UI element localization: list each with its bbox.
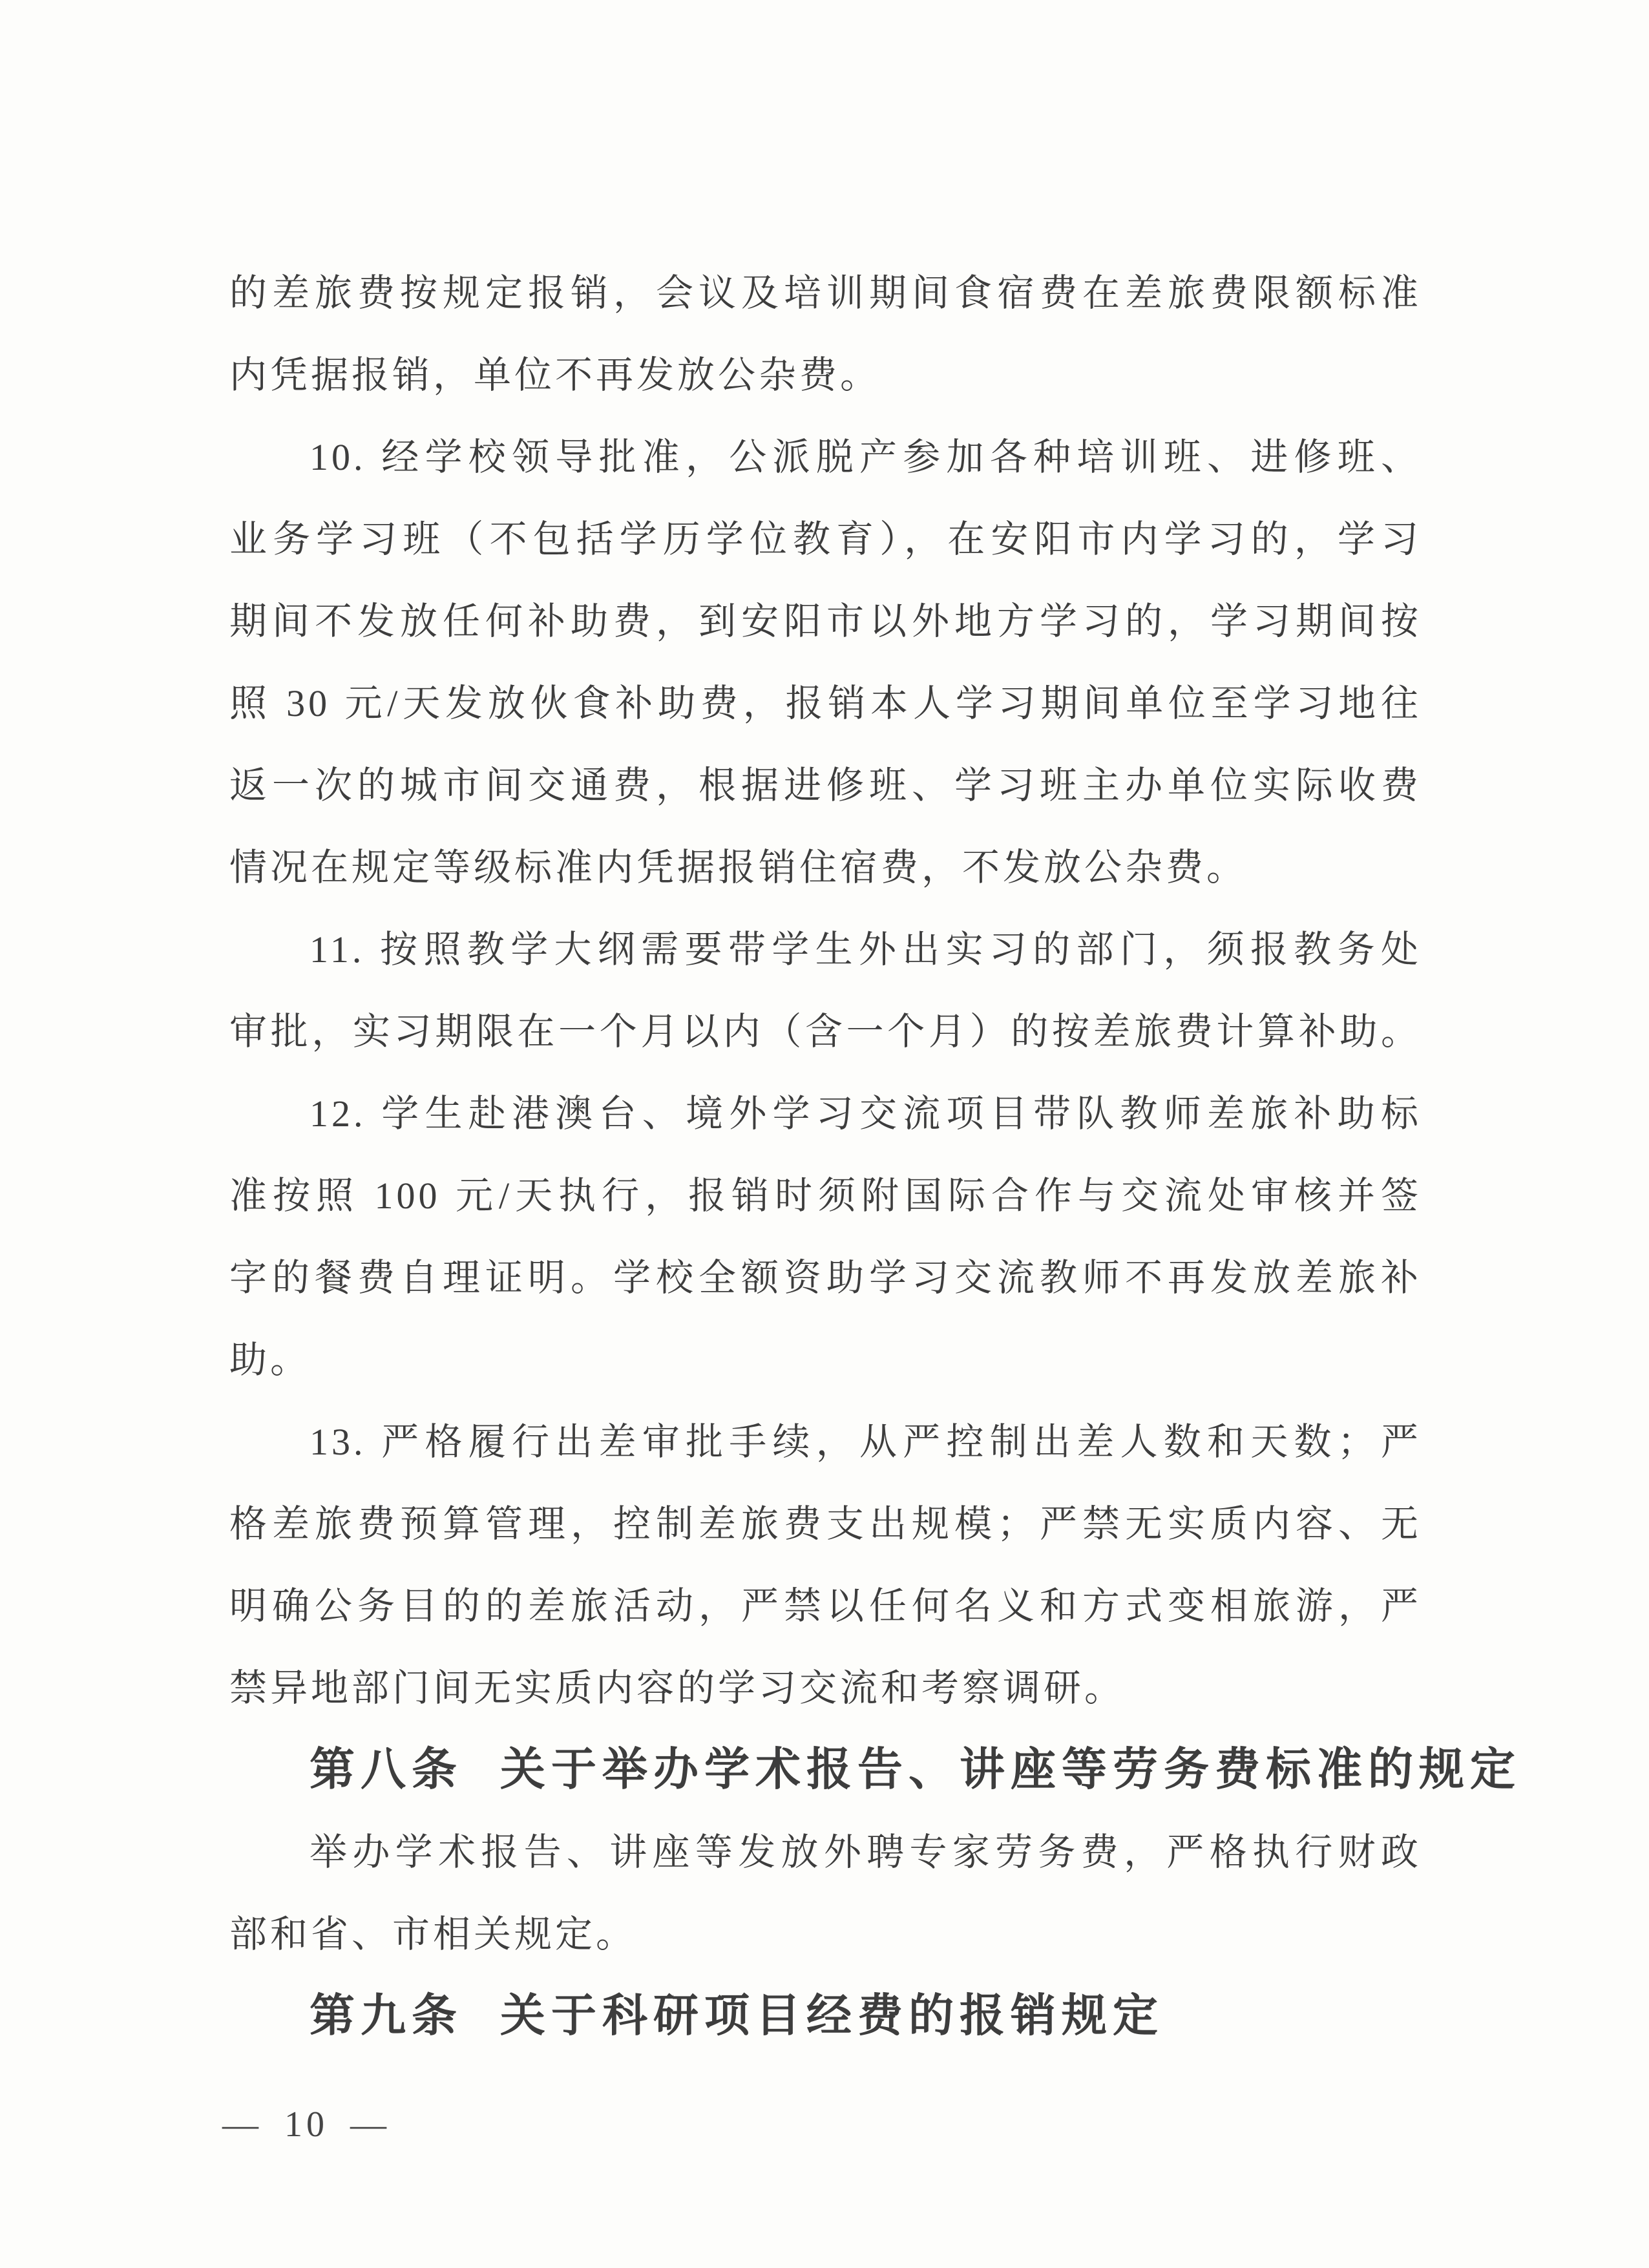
body-line-item-10: 10. 经学校领导批准，公派脱产参加各种培训班、进修班、 <box>310 436 1422 478</box>
body-line: 内凭据报销，单位不再发放公杂费。 <box>229 354 881 396</box>
body-line-item-12: 12. 学生赴港澳台、境外学习交流项目带队教师差旅补助标 <box>310 1093 1422 1135</box>
body-line: 的差旅费按规定报销，会议及培训期间食宿费在差旅费限额标准 <box>229 272 1422 314</box>
body-line: 准按照 100 元/天执行，报销时须附国际合作与交流处审核并签 <box>229 1175 1422 1217</box>
article-number: 第八条 <box>310 1745 463 1795</box>
body-line-item-13: 13. 严格履行出差审批手续，从严控制出差人数和天数；严 <box>310 1421 1422 1463</box>
article-8-heading <box>229 1729 1521 1811</box>
page-number: — 10 — <box>222 2105 390 2145</box>
article-9-heading <box>229 1975 1422 2057</box>
body-line: 字的餐费自理证明。学校全额资助学习交流教师不再发放差旅补 <box>229 1257 1422 1299</box>
body-line: 期间不发放任何补助费，到安阳市以外地方学习的，学习期间按 <box>229 600 1422 642</box>
body-line: 业务学习班（不包括学历学位教育），在安阳市内学习的，学习 <box>229 518 1422 560</box>
article-title: 关于科研项目经费的报销规定 <box>500 1991 1164 2041</box>
body-line: 返一次的城市间交通费，根据进修班、学习班主办单位实际收费 <box>229 764 1422 806</box>
article-title: 关于举办学术报告、讲座等劳务费标准的规定 <box>500 1745 1521 1795</box>
article-number: 第九条 <box>310 1991 463 2041</box>
body-line: 情况在规定等级标准内凭据报销住宿费，不发放公杂费。 <box>229 846 1248 888</box>
document-body <box>229 252 1521 2057</box>
body-line: 举办学术报告、讲座等发放外聘专家劳务费，严格执行财政 <box>310 1831 1422 1873</box>
body-line: 部和省、市相关规定。 <box>229 1913 637 1955</box>
body-line: 格差旅费预算管理，控制差旅费支出规模；严禁无实质内容、无 <box>229 1503 1422 1545</box>
body-line-item-11: 11. 按照教学大纲需要带学生外出实习的部门，须报教务处 <box>310 929 1422 971</box>
body-line: 助。 <box>229 1339 311 1381</box>
body-line: 禁异地部门间无实质内容的学习交流和考察调研。 <box>229 1667 1126 1709</box>
body-line: 审批，实习期限在一个月以内（含一个月）的按差旅费计算补助。 <box>229 1011 1422 1053</box>
body-line: 照 30 元/天发放伙食补助费，报销本人学习期间单位至学习地往 <box>229 682 1422 724</box>
body-line: 明确公务目的的差旅活动，严禁以任何名义和方式变相旅游，严 <box>229 1585 1422 1627</box>
